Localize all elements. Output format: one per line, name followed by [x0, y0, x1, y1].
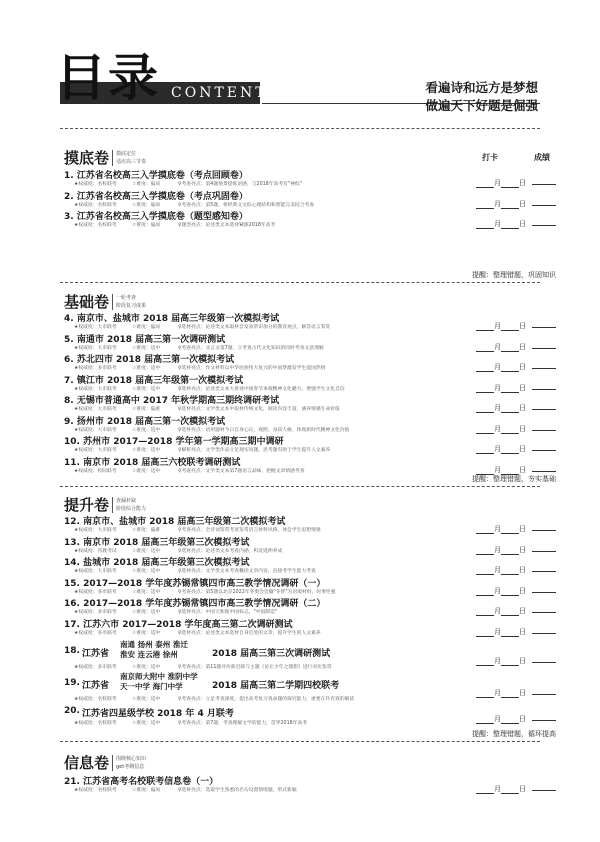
section-tag: 查漏补缺 阶段综合能力	[112, 497, 146, 513]
list-item-meta: ★权威度：校际联考 ☆难度：适中 ♀考查亮点：文学类文本第7题语言品味，把握文章情感考查	[74, 468, 305, 474]
score-blank[interactable]	[532, 219, 556, 226]
checkin-date[interactable]: 月 日	[476, 403, 526, 413]
score-blank[interactable]	[532, 321, 556, 328]
list-item-meta: ★权威度：大市联考 ☆难度：偏易 ♀选材亮点：论述类文本取材自发表常识加分的教育观点，解答语言鉴赏	[74, 325, 331, 330]
list-item: 14. 盐城市 2018 届高三年级第三次模拟考试	[64, 558, 250, 568]
checkin-date[interactable]: 月 日	[476, 784, 526, 794]
score-blank[interactable]	[532, 342, 556, 349]
item-20-meta: ★权威度：名校联考 ☆难度：适中 ♀考查亮点：第7题，考查理解文学的能力，贯穿2018年高考	[74, 721, 308, 726]
score-blank[interactable]	[532, 403, 556, 410]
list-item: 9. 扬州市 2018 届高三第一次模拟考试	[64, 416, 226, 427]
score-blank[interactable]	[532, 199, 556, 206]
item-19-title: 2018 届高三第二学期四校联考	[212, 681, 340, 691]
checkin-date[interactable]: 月 日	[476, 565, 526, 575]
list-item-meta: ★权威度：名校联考 ☆难度：偏易 ♀考查亮点：第5题，将经典文文综心理结构和智能完美结合考查	[74, 202, 315, 208]
score-blank[interactable]	[532, 465, 556, 472]
list-item: 2. 江苏省名校高三入学摸底卷（考点巩固卷）	[64, 191, 248, 202]
list-item-meta: ★权威度：大市联考 ☆难度：适中 ♀选材亮点：语用题材今日自身心议，观照、身段人格，体现新时代精神文化价值	[74, 427, 350, 433]
list-item: 4. 南京市、盐城市 2018 届高三年级第一次模拟考试	[64, 314, 280, 324]
list-item-meta: ★权威度：多市联考 ☆难度：适中 ♀选材亮点：中国天和使中国标志，"中国制造"	[74, 610, 278, 615]
section-divider	[60, 741, 540, 742]
score-blank[interactable]	[532, 688, 556, 695]
score-blank[interactable]	[532, 784, 556, 791]
item-18-prefix: 江苏省	[82, 649, 110, 659]
item-19-meta: ★权威度：名校联考 ☆难度：适中 ♀考查亮点：立足考查深度，提出高考复习真命题的探究能力，重要在针有效的解读	[74, 697, 355, 702]
list-item-meta: ★权威度：多市联考 ☆难度：适中 ♀选材亮点：论述类文本选材自身近处的文章，提升学生的人文素养	[74, 630, 321, 636]
item-18-cities: 南通 扬州 泰州 淮迁 淮安 连云港 徐州	[120, 640, 188, 659]
page-title: 目录	[56, 48, 160, 107]
checkin-date[interactable]: 月 日	[476, 362, 526, 372]
checkin-date[interactable]: 月 日	[476, 383, 526, 393]
slogan-line-2: 做遍天下好题是倔强	[425, 98, 538, 113]
list-item-meta: ★权威度：名校联考 ☆难度：偏易 ♀题型亮点：论述类文本选择紧跟2018年高考	[74, 223, 276, 228]
list-item: 7. 镇江市 2018 届高三年级第一次模拟考试	[64, 375, 244, 386]
score-blank[interactable]	[532, 627, 556, 634]
score-blank[interactable]	[532, 362, 556, 369]
list-item: 15. 2017—2018 学年度苏锡常镇四市高三教学情况调研（一）	[64, 578, 326, 589]
checkin-date[interactable]: 月 日	[476, 688, 526, 698]
checkin-date[interactable]: 月 日	[476, 465, 526, 475]
list-item-meta: ★权威度：大市联考 ☆难度：偏难 ♀选材亮点：文学类文本中取材传统文化，阅读内容丰富，涵养情感生命价值	[74, 407, 340, 412]
list-item: 21. 江苏省高考名校联考信息卷（一）	[64, 777, 219, 787]
checkin-date[interactable]: 月 日	[476, 178, 526, 188]
item-18-title: 2018 届高三第三次调研测试	[212, 649, 331, 659]
item-20-title: 江苏省四星级学校 2018 年 4 月联考	[82, 709, 234, 719]
list-item: 1. 江苏省名校高三入学摸底卷（考点回顾卷）	[64, 171, 248, 181]
list-item-meta: ★权威度：大市联考 ☆难度：适中 ♀考查亮点：文言文第7题，立考查古代文化知识的同时考查文意理解	[74, 345, 324, 351]
list-item: 3. 江苏省名校高三入学摸底卷（题型感知卷）	[64, 212, 248, 222]
section-divider	[60, 282, 540, 283]
list-item: 10. 苏州市 2017—2018 学年第一学期高三期中调研	[64, 437, 284, 447]
checkin-date[interactable]: 月 日	[476, 524, 526, 534]
section-title: 摸底卷	[64, 149, 110, 167]
score-blank[interactable]	[532, 656, 556, 663]
score-blank[interactable]	[532, 606, 556, 613]
list-item-meta: ★权威度：多市联考 ☆难度：适中 ♀考查亮点：第5题以北京2022年冬奥会会徽"冬梦"为语境材料，时事性强	[74, 589, 336, 595]
list-item-meta: ★权威度：多市联考 ☆难度：适中 ♀选材亮点：作文材料以中华民族伟大复兴的中国梦激发学生爱国热情	[74, 366, 326, 371]
list-item: 5. 南通市 2018 届高三第一次调研测试	[64, 334, 226, 345]
checkin-date[interactable]: 月 日	[476, 342, 526, 352]
score-blank[interactable]	[532, 444, 556, 451]
item-18-meta: ★权威度：多市联考 ☆难度：适中 ♀考查亮点：第11题评价新近联与主题《论让少年之理想》进行对比鉴赏	[74, 665, 332, 670]
checkin-date[interactable]: 月 日	[476, 714, 526, 724]
list-item-meta: ★权威度：大市联考 ☆难度：适中 ♀选材亮点：文学类文本考查概括文章内容，直接考学生能力考查	[74, 569, 316, 574]
checkin-date[interactable]: 月 日	[476, 321, 526, 331]
section-tip: 提醒：整理错题，循环提高	[472, 730, 556, 738]
score-blank[interactable]	[532, 586, 556, 593]
list-item: 8. 无锡市普通高中 2017 年秋学期高三期终调研考试	[64, 396, 280, 406]
score-blank[interactable]	[532, 383, 556, 390]
section-title: 提升卷	[64, 496, 110, 514]
list-item-meta: ★权威度：大市联考 ☆难度：适中 ♀解析亮点：文学类作品立足现实问题，思考题有助于学生提升人文素养	[74, 448, 331, 453]
list-item: 6. 苏北四市 2018 届高三第一次模拟考试	[64, 355, 235, 365]
score-blank[interactable]	[532, 524, 556, 531]
column-checkin: 打卡	[482, 153, 498, 162]
list-item-meta: ★权威度：省教考试 ☆难度：适中 ♀选材亮点：论述类文本考查内涵，积淀延伸养成	[74, 548, 283, 554]
list-item: 17. 江苏六市 2017—2018 学年度高三第二次调研测试	[64, 619, 293, 630]
item-19-schools: 南京师大附中 淮阴中学 天一中学 海门中学	[120, 672, 198, 691]
section-tag: 一轮考查 阶段复习成果	[112, 294, 146, 310]
list-item-meta: ★权威度：名校联考 ☆难度：偏易 ♀选材亮点：选取学生熟悉的名句设置情境题，形式新颖	[74, 788, 297, 793]
item-18-num: 18.	[64, 646, 80, 656]
list-item-meta: ★权威度：大市联考 ☆难度：偏难 ♀考查亮点：全诗词鉴赏考查鉴赏语言材料风格，体会学生思想情感	[74, 528, 321, 533]
list-item-meta: ★权威度：大市联考 ☆难度：适中 ♀选材亮点：论述类文本大讲述中国春节承载精神文化魅力，增强学生文化自信	[74, 386, 345, 392]
checkin-date[interactable]: 月 日	[476, 444, 526, 454]
list-item: 11. 南京市 2018 届高三六校联考调研测试	[64, 457, 241, 468]
section-divider	[60, 486, 540, 487]
page-subtitle: CONTENTS	[171, 85, 281, 101]
checkin-date[interactable]: 月 日	[476, 545, 526, 555]
list-item: 16. 2017—2018 学年度苏锡常镇四市高三教学情况调研（二）	[64, 599, 326, 609]
checkin-date[interactable]: 月 日	[476, 219, 526, 229]
section-tip: 提醒：整理错题，巩固知识	[472, 271, 556, 279]
list-item: 13. 南京市 2018 届高三年级第三次模拟考试	[64, 537, 250, 548]
score-blank[interactable]	[532, 714, 556, 721]
score-blank[interactable]	[532, 178, 556, 185]
score-blank[interactable]	[532, 565, 556, 572]
item-19-prefix: 江苏省	[82, 681, 110, 691]
checkin-date[interactable]: 月 日	[476, 606, 526, 616]
section-tag: 围绕核心知识 get考纲信息	[112, 755, 146, 771]
list-item: 12. 南京市、盐城市 2018 届高三年级第二次模拟考试	[64, 517, 286, 527]
section-tag: 摸底定位 适应高三节奏	[112, 150, 146, 166]
item-19-num: 19.	[64, 678, 80, 688]
section-title: 基础卷	[64, 293, 110, 311]
checkin-date[interactable]: 月 日	[476, 656, 526, 666]
item-20-num: 20.	[64, 706, 80, 716]
slogan-line-1: 看遍诗和远方是梦想	[425, 80, 538, 95]
checkin-date[interactable]: 月 日	[476, 199, 526, 209]
section-title: 信息卷	[64, 754, 110, 772]
header-divider	[60, 128, 540, 129]
score-blank[interactable]	[532, 424, 556, 431]
checkin-date[interactable]: 月 日	[476, 586, 526, 596]
checkin-date[interactable]: 月 日	[476, 424, 526, 434]
checkin-date[interactable]: 月 日	[476, 627, 526, 637]
column-score: 成绩	[534, 153, 550, 162]
section-tip: 提醒：整理错题，夯实基础	[472, 475, 556, 483]
score-blank[interactable]	[532, 545, 556, 552]
list-item-meta: ★权威度：名校联考 ☆难度：偏易 ♀考查亮点：第4题情景提炼语感，与2018年高考有"神似"	[74, 182, 302, 187]
